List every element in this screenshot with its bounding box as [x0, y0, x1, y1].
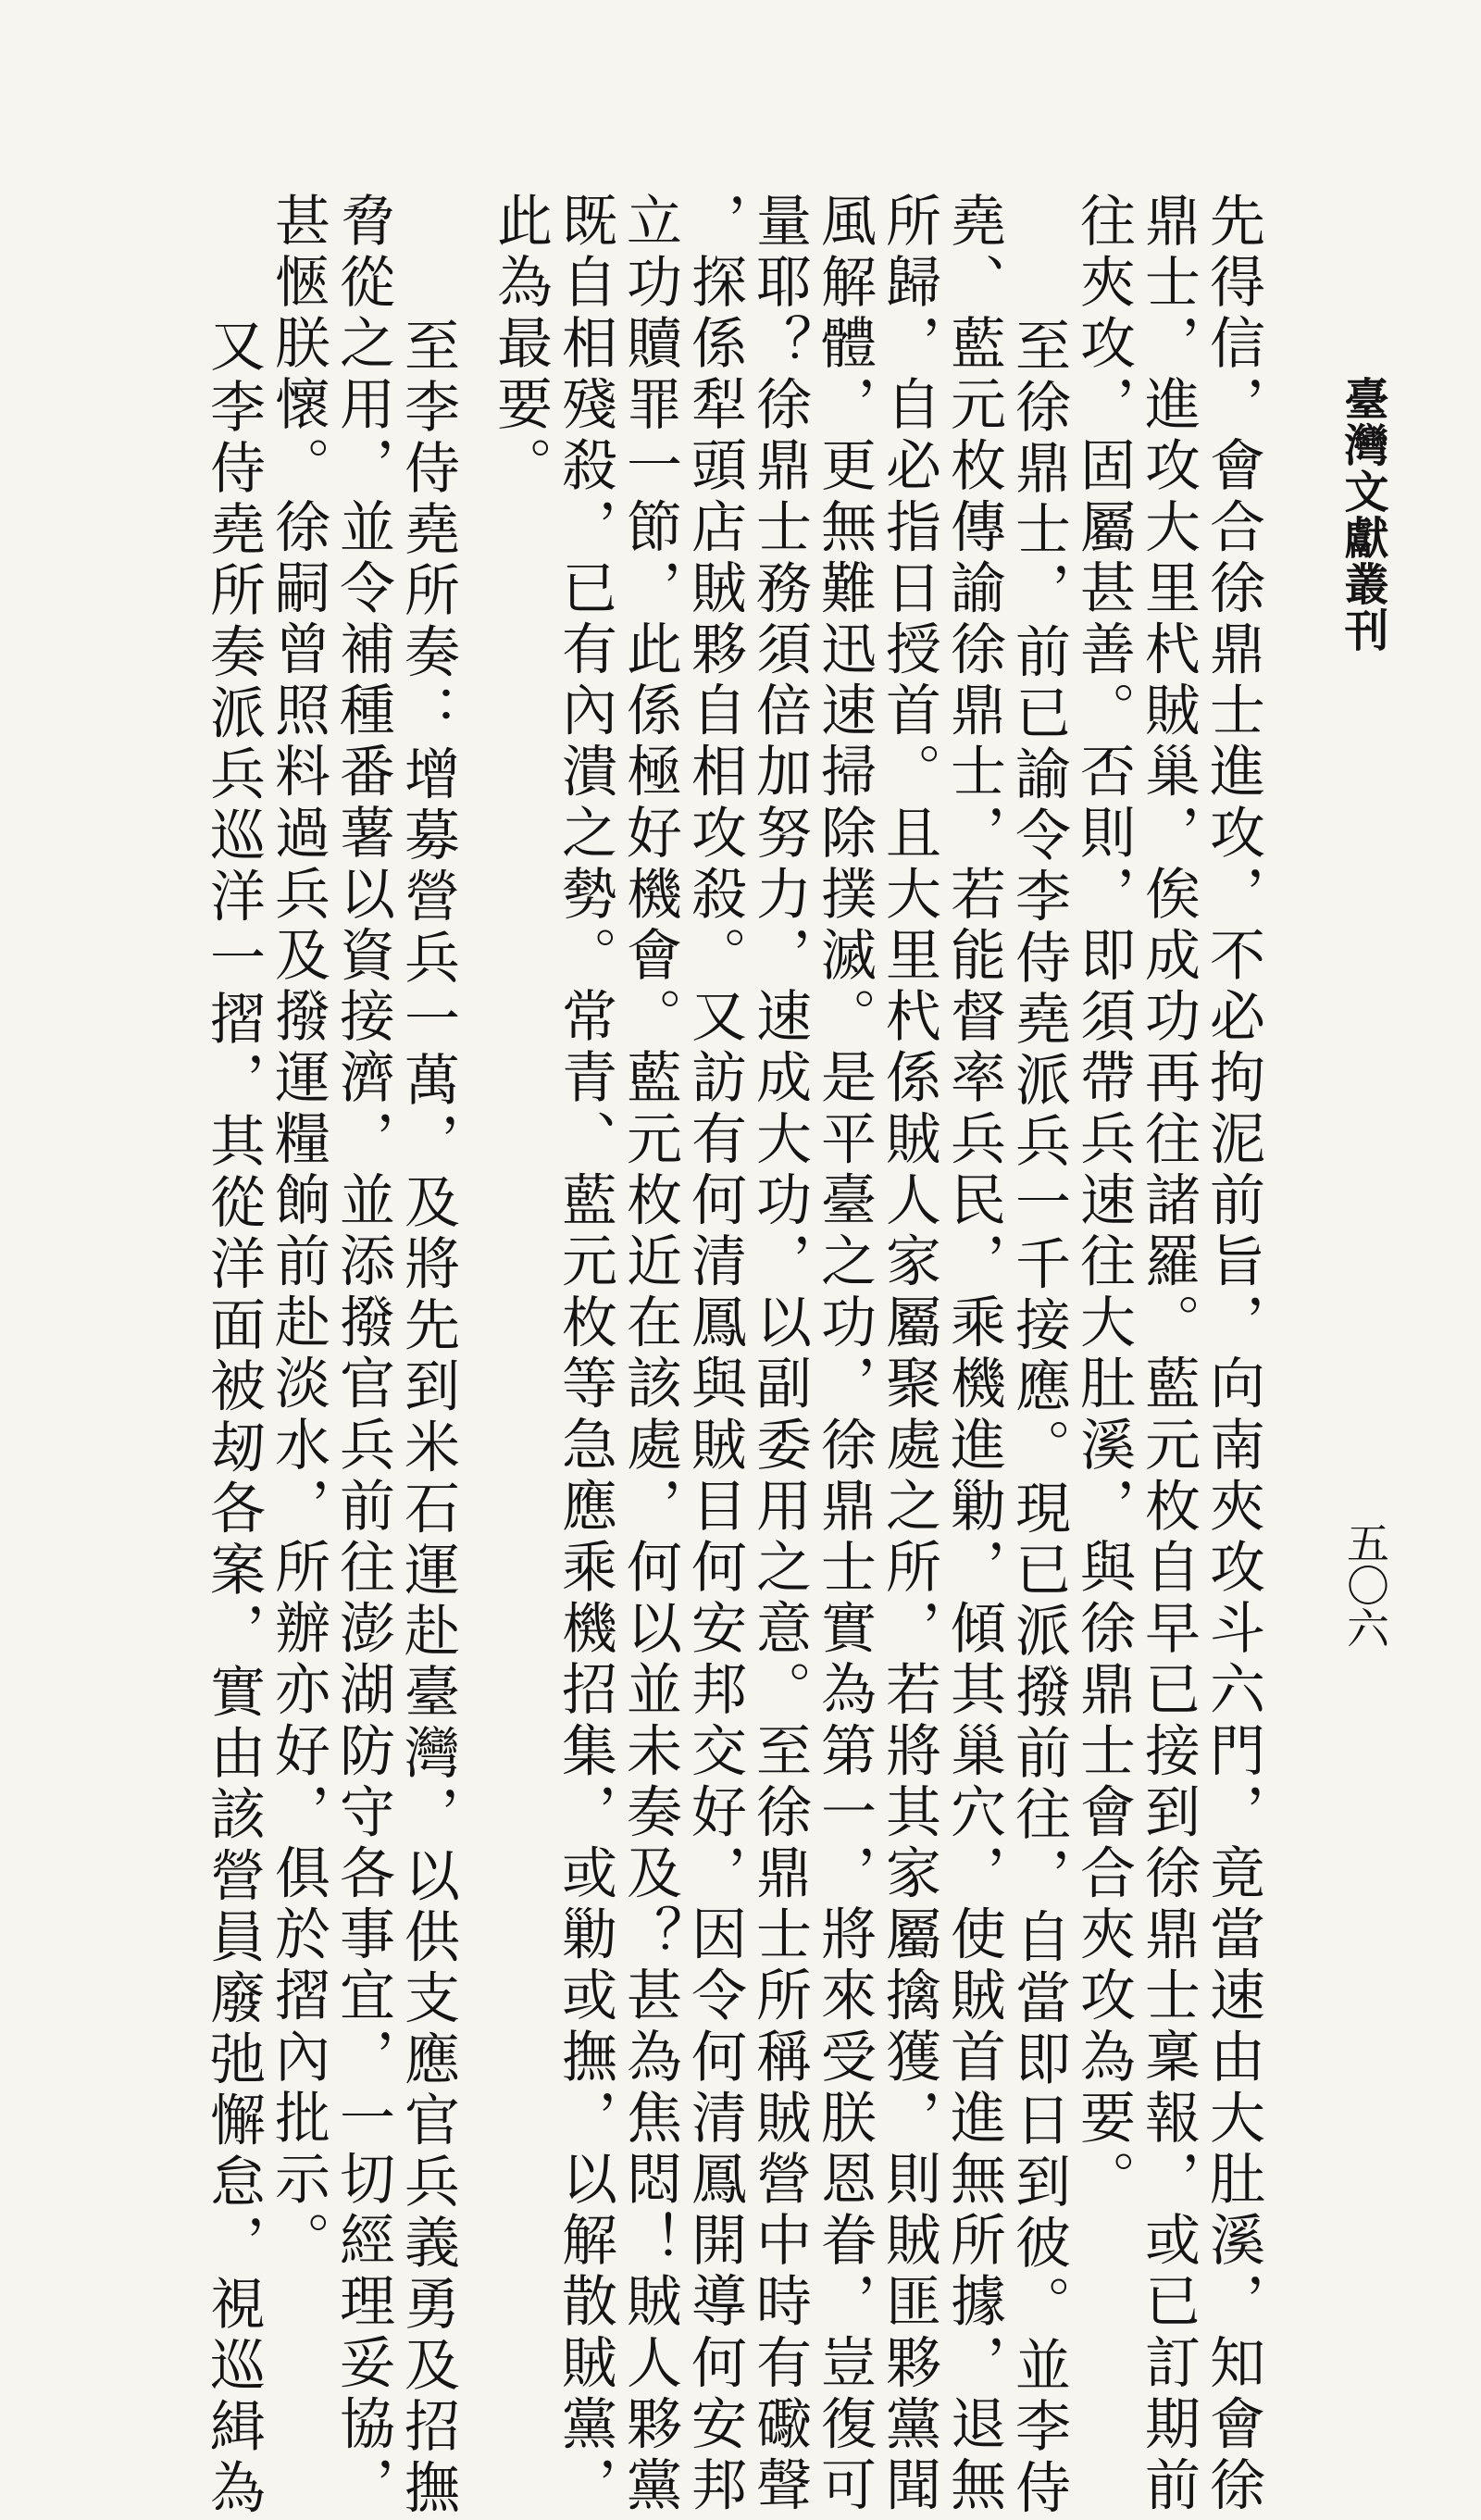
text-column: 往夾攻，固屬甚善。否則，即須帶兵速往大肚溪，與徐鼎士會合夾攻為要。	[1071, 192, 1136, 2212]
text-column: 堯、藍元枚傳諭徐鼎士，若能督率兵民，乘機進勦，傾其巢穴，使賊首進無所據，退無	[941, 192, 1006, 2517]
journal-title: 臺灣文獻叢刊	[1337, 376, 1388, 654]
text-column: 立功贖罪一節，此係極好機會。藍元枚近在該處，何以並未奏及？甚為焦悶！賊人夥黨	[617, 192, 682, 2517]
text-column: 脅從之用，並令補種番薯以資接濟，並添撥官兵前往澎湖防守各事宜，一切經理妥協，	[330, 192, 395, 2517]
text-column: 鼎士，進攻大里杙賊巢，俟成功再往諸羅。藍元枚自早已接到徐鼎士稟報，或已訂期前	[1136, 192, 1201, 2517]
text-column: 先得信，會合徐鼎士進攻，不必拘泥前旨，向南夾攻斗六門，竟當速由大肚溪，知會徐	[1201, 192, 1265, 2517]
text-column: ，探係犁頭店賊夥自相攻殺。又訪有何清鳳與賊目何安邦交好，因令何清鳳開導何安邦	[682, 192, 747, 2517]
text-column: 甚愜朕懷。徐嗣曾照料過兵及撥運糧餉前赴淡水，所辦亦好，俱於摺內批示。	[266, 192, 330, 2273]
text-column: 所歸，自必指日授首。且大里杙係賊人家屬聚處之所，若將其家屬擒獲，則賊匪夥黨聞	[877, 192, 941, 2517]
text-column: 此為最要。	[488, 192, 553, 498]
text-column: 風解體，更無難迅速掃除撲滅。是平臺之功，徐鼎士實為第一，將來受朕恩眷，豈復可	[812, 192, 877, 2517]
text-column: 至徐鼎士，前已諭令李侍堯派兵一千接應。現已派撥前往，自當即日到彼。並李侍	[1006, 317, 1071, 2520]
text-column: 既自相殘殺，已有內潰之勢。常青、藍元枚等急應乘機招集，或勦或撫，以解散賊黨，	[553, 192, 617, 2517]
page-number: 五〇六	[1340, 1521, 1390, 1649]
text-column: 又李侍堯所奏派兵巡洋一摺，其從洋面被刼各案，實由該營員廢弛懈怠，視巡緝為	[201, 317, 266, 2520]
text-column: 量耶？徐鼎士務須倍加努力，速成大功，以副委用之意。至徐鼎士所稱賊營中時有礮聲	[747, 192, 812, 2517]
text-column: 至李侍堯所奏：增募營兵一萬，及將先到米石運赴臺灣，以供支應官兵義勇及招撫	[395, 317, 460, 2520]
